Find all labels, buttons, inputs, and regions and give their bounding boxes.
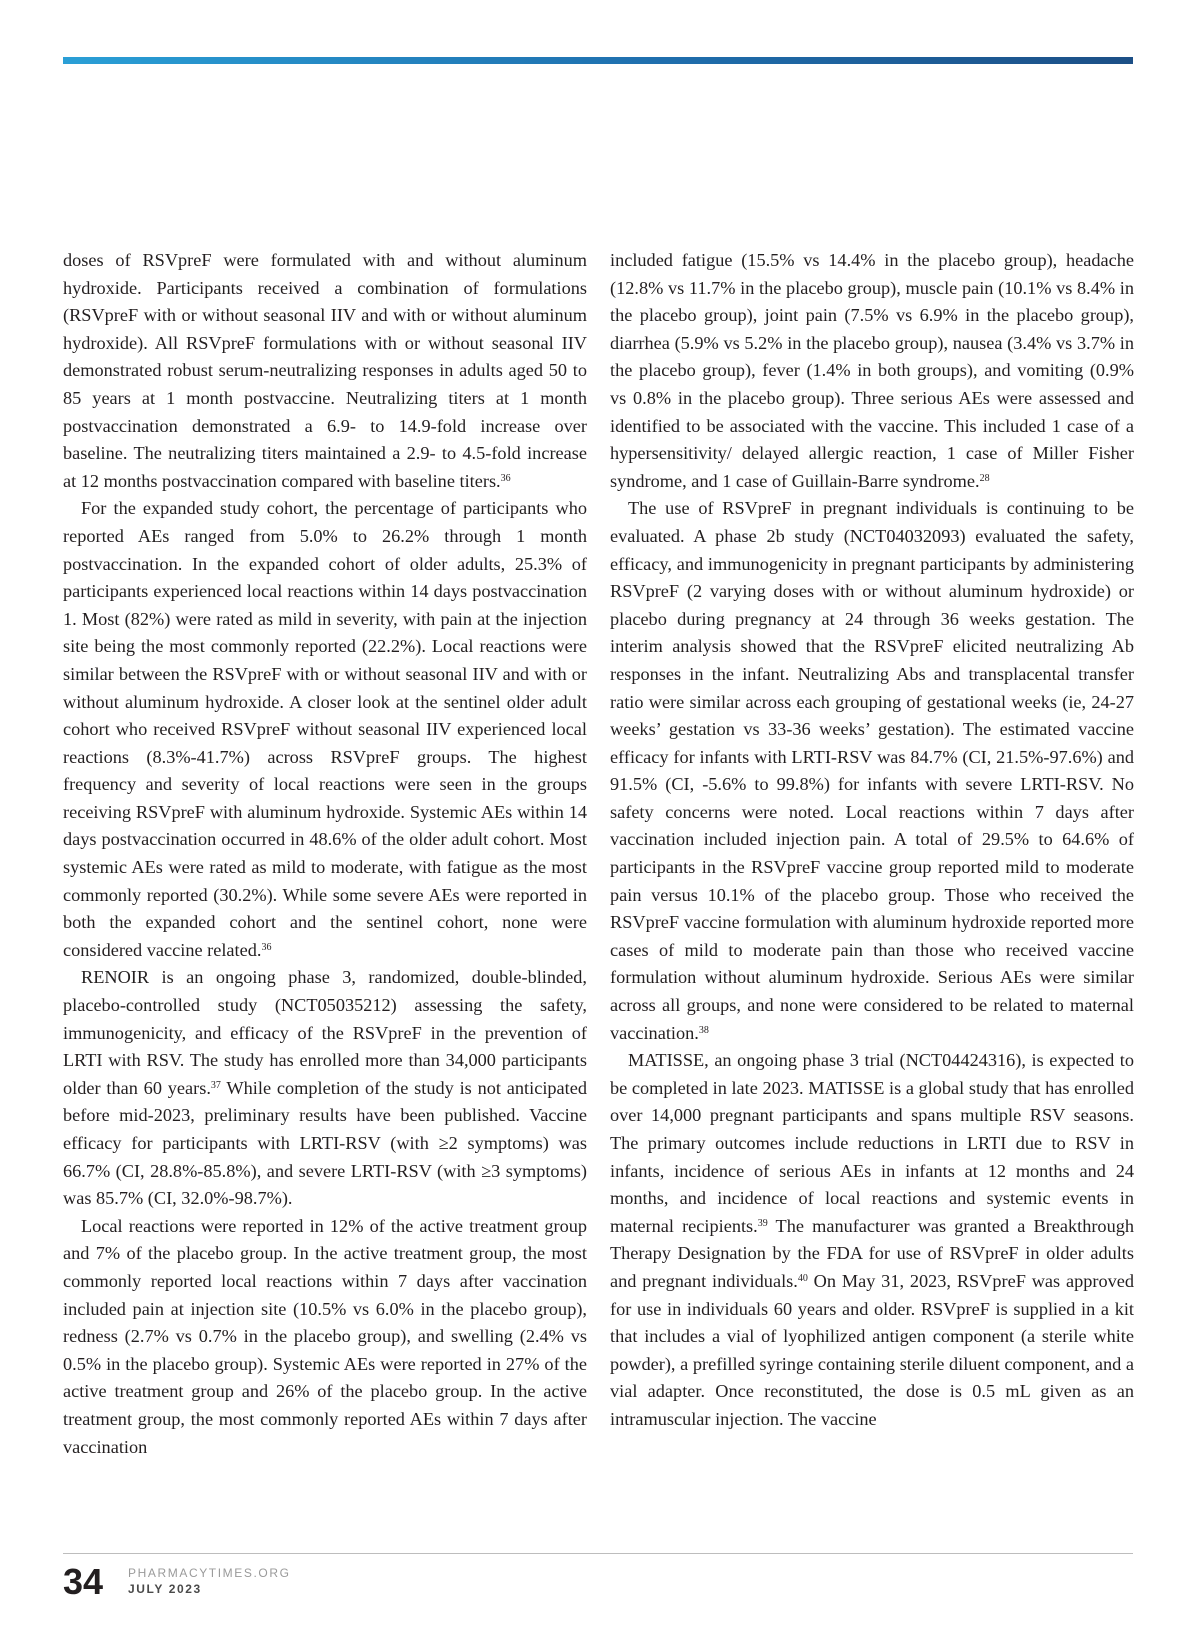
publication-info [128,1565,291,1597]
issue-date: JULY 2023 [128,1582,202,1596]
paragraph: The use of RSVpreF in pregnant individuals is continuing to be evaluated. A phase 2b study (NCT04032093) evaluated the safety, efficacy, and immunogenicity in pregnant participants by administering RSVpreF (2 varying doses with or without aluminum hydroxide) or placebo during pregnancy at 24 through 36 weeks gestation. The interim analysis showed that the RSVpreF elicited neutralizing Ab responses in the infant. Neutralizing Abs and transplacental transfer ratio were similar across each grouping of gestational weeks (ie, 24-27 weeks’ gestation vs 33-36 weeks’ gestation). The estimated vaccine efficacy for infants with LRTI-RSV was 84.7% (CI, 21.5%-97.6%) and 91.5% (CI, -5.6% to 99.8%) for infants with severe LRTI-RSV. No safety concerns were noted. Local reactions within 7 days after vaccination included injection pain. A total of 29.5% to 64.6% of participants in the RSVpreF vaccine group reported mild to moderate pain versus 10.1% of the placebo group. Those who received the RSVpreF vaccine formulation with aluminum hydroxide reported more cases of mild to moderate pain than those who received vaccine formulation without aluminum hydroxide. Serious AEs were similar across all groups, and none were considered to be related to maternal vaccination.$^{38}$ [610,498,1134,1043]
right-column [610,247,1134,1434]
paragraph: RENOIR is an ongoing phase 3, randomized, double-blinded, placebo-controlled study (NCT05035212) assessing the safety, immunogenicity, and efficacy of the RSVpreF in the prevention of LRTI with RSV. The study has enrolled more than 34,000 participants older than 60 years.$^{37}$ While completion of the study is not anticipated before mid-2023, preliminary results have been published. Vaccine efficacy for participants with LRTI-RSV (with ≥2 symptoms) was 66.7% (CI, 28.8%-85.8%), and severe LRTI-RSV (with ≥3 symptoms) was 85.7% (CI, 32.0%-98.7%). [63,967,587,1209]
paragraph: Local reactions were reported in 12% of the active treatment group and 7% of the placebo group. In the active treatment group, the most commonly reported local reactions within 7 days after vaccination included pain at injection site (10.5% vs 6.0% in the placebo group), redness (2.7% vs 0.7% in the placebo group), and swelling (2.4% vs 0.5% in the placebo group). Systemic AEs were reported in 27% of the active treatment group and 26% of the placebo group. In the active treatment group, the most commonly reported AEs within 7 days after vaccination [63,1215,587,1457]
left-column [63,247,587,1461]
footer-divider [63,1553,1133,1554]
header-accent-bar [63,57,1133,64]
paragraph: included fatigue (15.5% vs 14.4% in the placebo group), headache (12.8% vs 11.7% in the placebo group), muscle pain (10.1% vs 8.4% in the placebo group), joint pain (7.5% vs 6.9% in the placebo group), diarrhea (5.9% vs 5.2% in the placebo group), nausea (3.4% vs 3.7% in the placebo group), fever (1.4% in both groups), and vomiting (0.9% vs 0.8% in the placebo group). Three serious AEs were assessed and identified to be associated with the vaccine. This included 1 case of a hypersensitivity/ delayed allergic reaction, 1 case of Miller Fisher syndrome, and 1 case of Guillain-Barre syndrome.$^{28}$ [610,250,1134,491]
paragraph: MATISSE, an ongoing phase 3 trial (NCT04424316), is expected to be completed in late 2023. MATISSE is a global study that has enrolled over 14,000 pregnant participants and spans multiple RSV seasons. The primary outcomes include reductions in LRTI due to RSV in infants, incidence of serious AEs in infants at 12 months and 24 months, and incidence of local reactions and systemic events in maternal recipients.$^{39}$ The manufacturer was granted a Breakthrough Therapy Designation by the FDA for use of RSVpreF in older adults and pregnant individuals.$^{40}$ On May 31, 2023, RSVpreF was approved for use in individuals 60 years and older. RSVpreF is supplied in a kit that includes a vial of lyophilized antigen component (a sterile white powder), a prefilled syringe containing sterile diluent component, and a vial adapter. Once reconstituted, the dose is 0.5 mL given as an intramuscular injection. The vaccine [610,1050,1135,1429]
publication-site: PHARMACYTIMES.ORG [128,1566,291,1580]
paragraph: For the expanded study cohort, the percentage of participants who reported AEs ranged from 5.0% to 26.2% through 1 month postvaccination. In the expanded cohort of older adults, 25.3% of participants experienced local reactions within 14 days postvaccination 1. Most (82%) were rated as mild in severity, with pain at the injection site being the most commonly reported (22.2%). Local reactions were similar between the RSVpreF with or without seasonal IIV and with or without aluminum hydroxide. A closer look at the sentinel older adult cohort who received RSVpreF without seasonal IIV experienced local reactions (8.3%-41.7%) across RSVpreF groups. The highest frequency and severity of local reactions were seen in the groups receiving RSVpreF with aluminum hydroxide. Systemic AEs within 14 days postvaccination occurred in 48.6% of the older adult cohort. Most systemic AEs were rated as mild to moderate, with fatigue as the most commonly reported (30.2%). While some severe AEs were reported in both the expanded cohort and the sentinel cohort, none were considered vaccine related.$^{36}$ [63,498,587,960]
paragraph: doses of RSVpreF were formulated with and without aluminum hydroxide. Participants received a combination of formulations (RSVpreF with or without seasonal IIV and with or without aluminum hydroxide). All RSVpreF formulations with or without seasonal IIV demonstrated robust serum-neutralizing responses in adults aged 50 to 85 years at 1 month postvaccine. Neutralizing titers at 1 month postvaccination demonstrated a 6.9- to 14.9-fold increase over baseline. The neutralizing titers maintained a 2.9- to 4.5-fold increase at 12 months postvaccination compared with baseline titers.$^{36}$ [63,250,587,491]
page-number: 34 [63,1561,104,1602]
